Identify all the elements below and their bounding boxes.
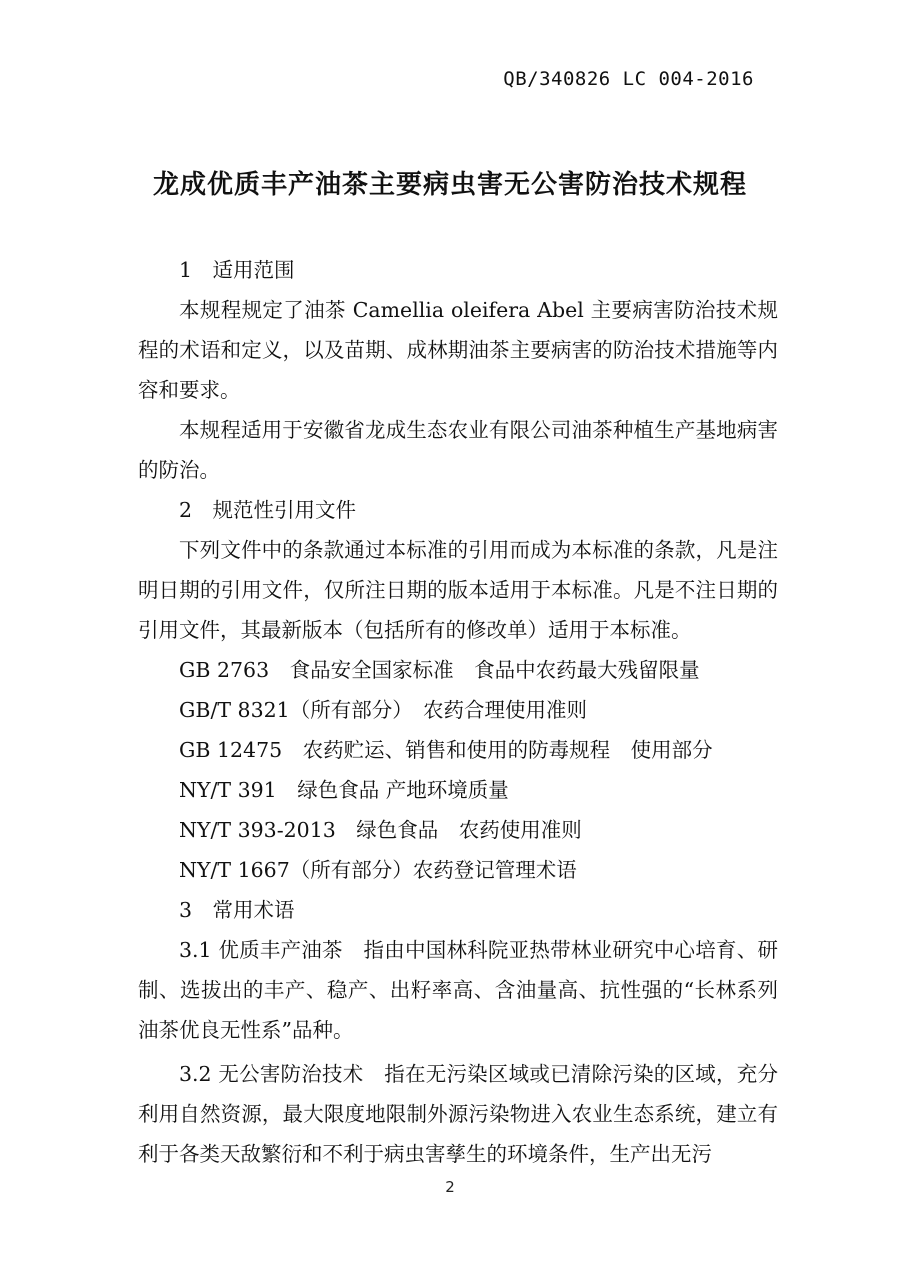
standard-code: QB/340826 LC 004-2016 <box>503 68 754 90</box>
reference-item: NY/T 391 绿色食品 产地环境质量 <box>179 778 509 802</box>
document-body <box>138 250 778 1174</box>
document-title: 龙成优质丰产油茶主要病虫害无公害防治技术规程 <box>152 170 747 200</box>
term-3-1: 3.1 优质丰产油茶 指由中国林科院亚热带林业研究中心培育、研制、选拔出的丰产、稳产、出籽率高、含油量高、抗性强的“长林系列油茶优良无性系”品种。 <box>138 938 778 1042</box>
reference-item: NY/T 393-2013 绿色食品 农药使用准则 <box>179 818 582 842</box>
section-1-heading: 1 适用范围 <box>179 258 295 282</box>
page-number: 2 <box>445 1178 455 1196</box>
section-1-paragraph-1: 本规程规定了油茶 Camellia oleifera Abel 主要病害防治技术规程的术语和定义，以及苗期、成林期油茶主要病害的防治技术措施等内容和要求。 <box>138 298 778 402</box>
section-1-paragraph-2: 本规程适用于安徽省龙成生态农业有限公司油茶种植生产基地病害的防治。 <box>138 418 778 482</box>
reference-item: GB/T 8321（所有部分） 农药合理使用准则 <box>179 698 587 722</box>
reference-item: GB 12475 农药贮运、销售和使用的防毒规程 使用部分 <box>179 738 713 762</box>
section-2-heading: 2 规范性引用文件 <box>179 498 357 522</box>
reference-item: NY/T 1667（所有部分）农药登记管理术语 <box>179 858 577 882</box>
section-2-paragraph-1: 下列文件中的条款通过本标准的引用而成为本标准的条款，凡是注明日期的引用文件，仅所注日期的版本适用于本标准。凡是不注日期的引用文件，其最新版本（包括所有的修改单）适用于本标准。 <box>138 538 778 642</box>
section-3-heading: 3 常用术语 <box>179 898 295 922</box>
reference-item: GB 2763 食品安全国家标准 食品中农药最大残留限量 <box>179 658 700 682</box>
term-3-2: 3.2 无公害防治技术 指在无污染区域或已清除污染的区域，充分利用自然资源，最大限度地限制外源污染物进入农业生态系统，建立有利于各类天敌繁衍和不利于病虫害孳生的环境条件，生产出无污 <box>138 1062 778 1166</box>
